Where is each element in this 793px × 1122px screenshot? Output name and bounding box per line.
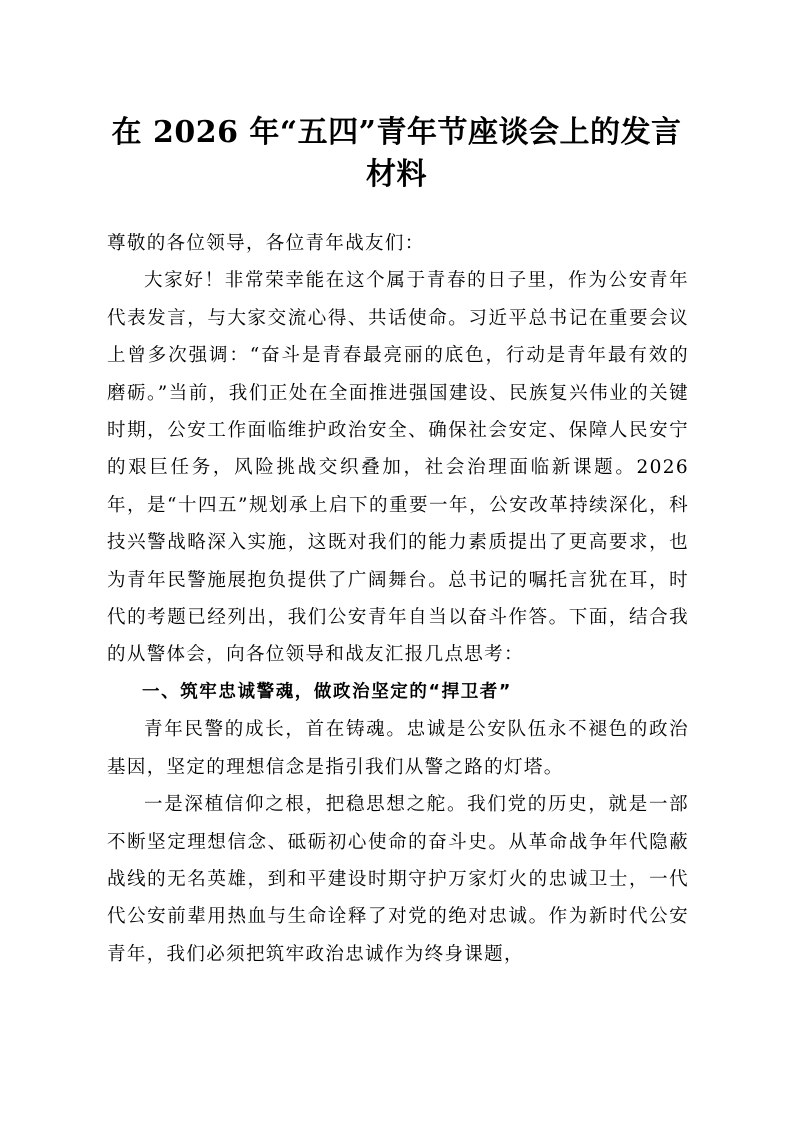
paragraph-2: 一是深植信仰之根，把稳思想之舵。我们党的历史，就是一部不断坚定理想信念、砥砺初心使命的奋斗史。从革命战争年代隐蔽战线的无名英雄，到和平建设时期守护万家灯火的忠诚卫士，一代代公安前辈用热血与生命诠释了对党的绝对忠诚。作为新时代公安青年，我们必须把筑牢政治忠诚作为终身课题， [107,794,689,965]
section-heading-1: 一、筑牢忠诚警魂，做政治坚定的“捍卫者” [142,681,513,702]
paragraph-1: 青年民警的成长，首在铸魂。忠诚是公安队伍永不褪色的政治基因，坚定的理想信念是指引我们从警之路的灯塔。 [107,719,689,778]
document-body [107,225,689,973]
salutation: 尊敬的各位领导，各位青年战友们： [107,233,425,254]
document-title [95,112,698,196]
title-line-2: 材料 [366,157,427,192]
title-line-1: 在 2026 年“五四”青年节座谈会上的发言 [111,115,682,150]
paragraph-intro: 大家好！非常荣幸能在这个属于青春的日子里，作为公安青年代表发言，与大家交流心得、共话使命。习近平总书记在重要会议上曾多次强调：“奋斗是青春最亮丽的底色，行动是青年最有效的磨砺。”当前，我们正处在全面推进强国建设、民族复兴伟业的关键时期，公安工作面临维护政治安全、确保社会安定、保障人民安宁的艰巨任务，风险挑战交织叠加，社会治理面临新课题。2026 年，是“十四五”规划承上启下的重要一年，公安改革持续深化，科技兴警战略深入实施，这既对我们的能力素质提出了更高要求，也为青年民警施展抱负提供了广阔舞台。总书记的嘱托言犹在耳，时代的考题已经列出，我们公安青年自当以奋斗作答。下面，结合我的从警体会，向各位领导和战友汇报几点思考： [107,270,689,666]
